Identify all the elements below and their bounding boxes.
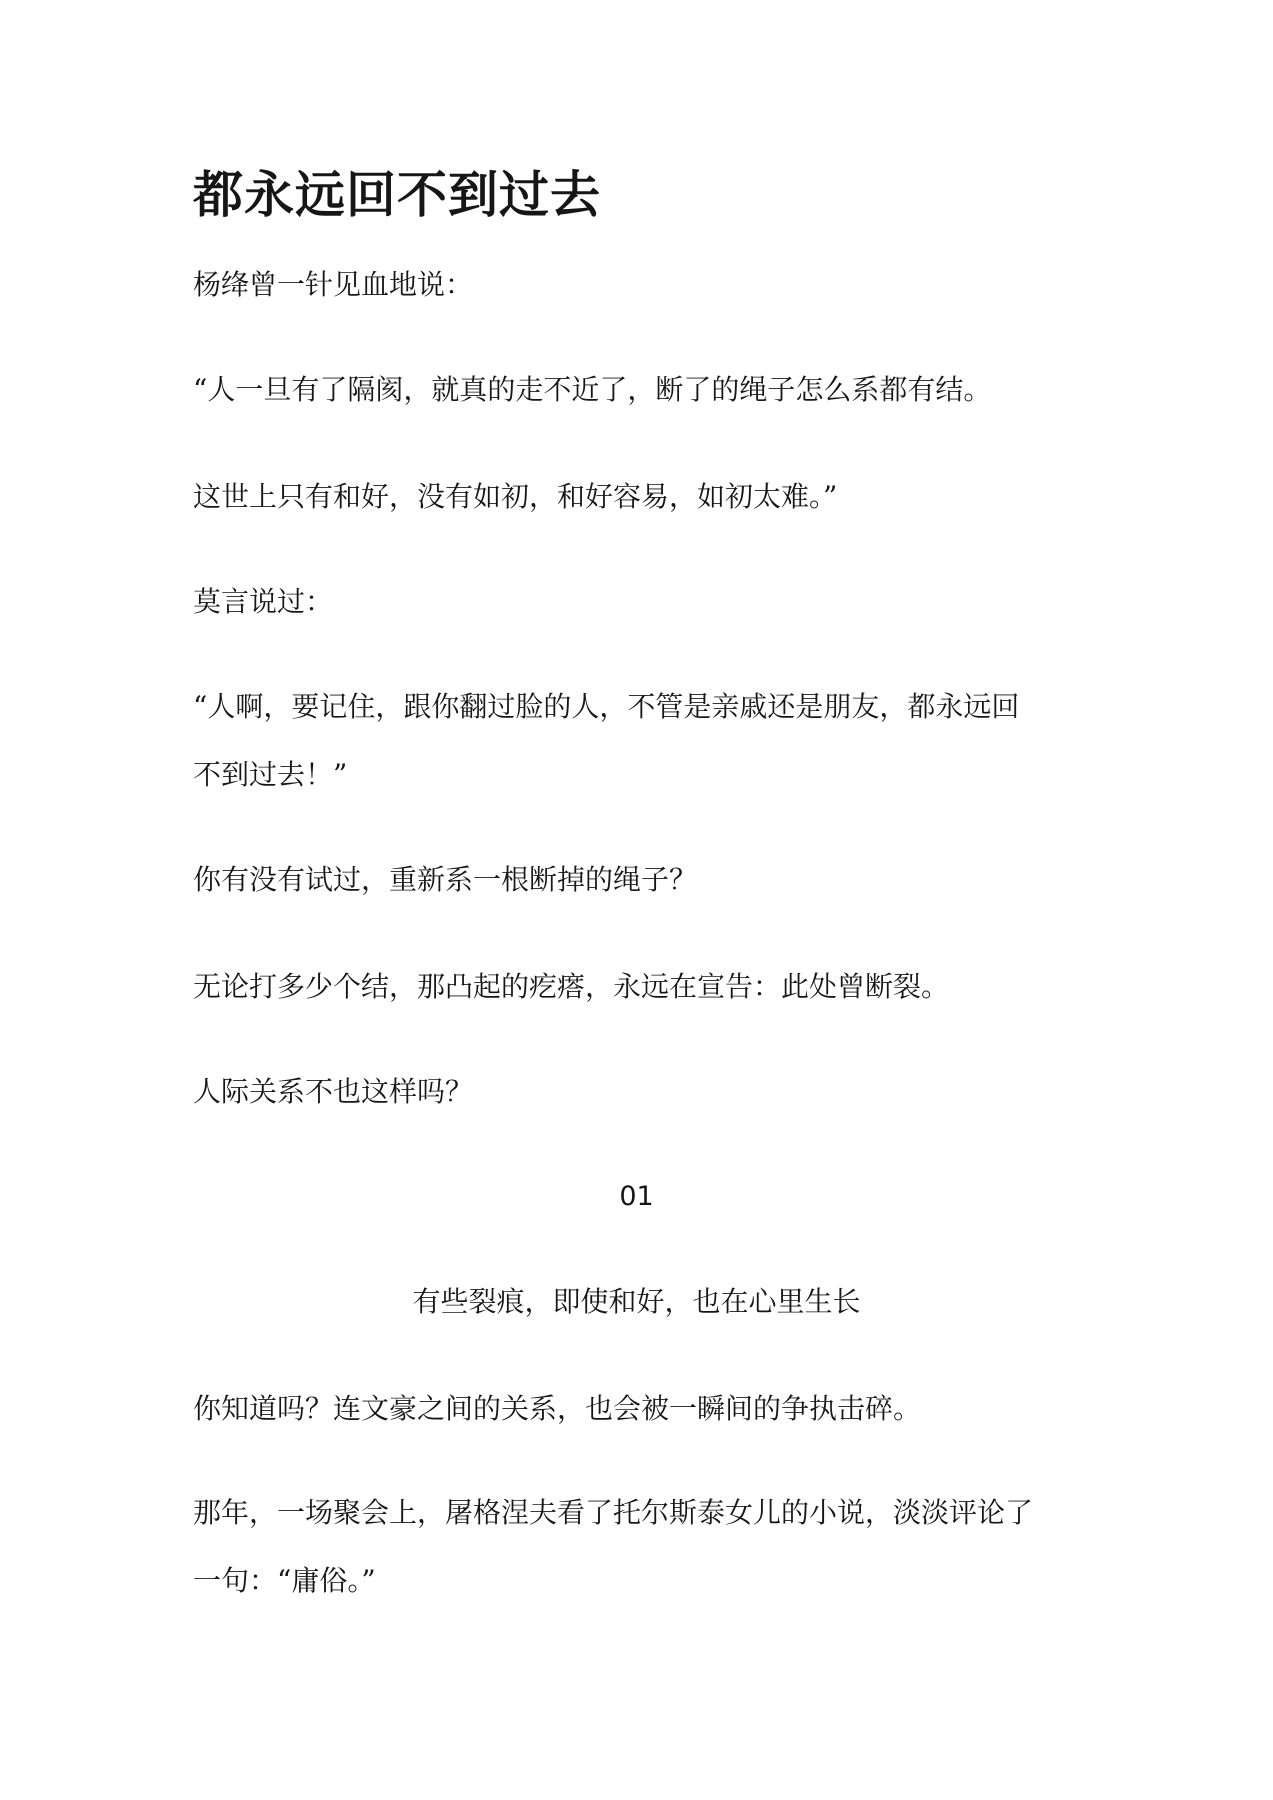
section-heading: 有些裂痕，即使和好，也在心里生长 (412, 1285, 861, 1318)
paragraph-rope-question: 你有没有试过，重新系一根断掉的绳子？ (193, 863, 698, 896)
paragraph-knot: 无论打多少个结，那凸起的疙瘩，永远在宣告：此处曾断裂。 (193, 970, 950, 1003)
paragraph-turgenev-1: 那年，一场聚会上，屠格涅夫看了托尔斯泰女儿的小说，淡淡评论了 (193, 1496, 1034, 1529)
paragraph-turgenev-2: 一句：“庸俗。” (193, 1564, 376, 1597)
paragraph-relationships: 人际关系不也这样吗？ (193, 1075, 474, 1108)
paragraph-yangjiang-intro: 杨绛曾一针见血地说： (193, 268, 474, 301)
paragraph-moyan-quote-1: “人啊，要记住，跟你翻过脸的人，不管是亲戚还是朋友，都永远回 (193, 690, 1020, 723)
paragraph-yangjiang-quote-1: “人一旦有了隔阂，就真的走不近了，断了的绳子怎么系都有结。 (193, 373, 992, 406)
section-number: 01 (619, 1181, 654, 1212)
paragraph-moyan-quote-2: 不到过去！” (193, 758, 348, 791)
paragraph-moyan-intro: 莫言说过： (193, 585, 334, 618)
paragraph-yangjiang-quote-2: 这世上只有和好，没有如初，和好容易，如初太难。” (193, 480, 838, 513)
document-title: 都永远回不到过去 (193, 166, 601, 224)
paragraph-writers: 你知道吗？连文豪之间的关系，也会被一瞬间的争执击碎。 (193, 1392, 922, 1425)
